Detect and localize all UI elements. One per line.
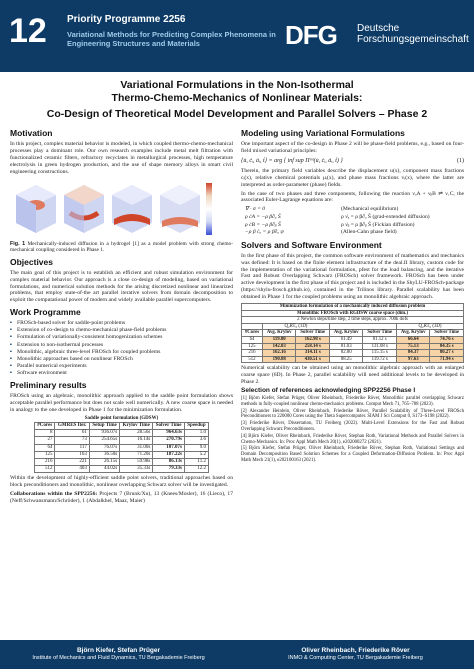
- poster-title: [0, 79, 474, 121]
- table-header-row: [242, 330, 464, 337]
- table-cell: 28.56s: [120, 430, 153, 437]
- gdsw-table-caption: Saddle point formulation (GDSW): [84, 415, 159, 421]
- collaborations: [10, 491, 233, 505]
- hydrogel-cube-image-3: [110, 183, 154, 235]
- table-cell: 216: [242, 350, 263, 357]
- colorbar: [206, 183, 212, 235]
- table-cell: 163: [55, 451, 89, 458]
- table-header: Setup Time: [89, 422, 119, 429]
- references-heading: Selection of references acknowledging SPP2256 Phase I: [241, 387, 416, 395]
- table-group-header: Q₂RT₀ (3D): [396, 323, 463, 330]
- objectives-heading: Objectives: [10, 256, 53, 267]
- figure-caption: [10, 241, 233, 254]
- modeling-text-3: In the case of two phases and three components, following the reaction νₐA + νᵦB ⇌ ν꜀C, the associated Euler-Lagrange equations are:: [241, 190, 464, 204]
- table-cell: 117: [55, 444, 89, 451]
- equation-rhs: (Allen-Cahn phase field): [341, 229, 397, 236]
- table-cell: 936.07s: [89, 430, 119, 437]
- table-cell: 964.63s: [153, 430, 185, 437]
- hydrogel-cube-image-4: [158, 183, 202, 235]
- figure-caption-text: Mechanically-induced diffusion in a hydrogel [1] as a model problem with strong chemo-mechanical coupling considered in Phase 1.: [10, 240, 234, 254]
- dfg-name-line-2: Forschungsgemeinschaft: [357, 34, 469, 45]
- table-cell: 74.76 s: [430, 337, 464, 344]
- equation-row: [245, 229, 464, 237]
- list-item: ▪ Formulation of variationally-consistent homogenization schemes: [10, 334, 233, 341]
- solvers-heading: Solvers and Software Environment: [241, 239, 382, 250]
- table-header: Solver Time: [363, 330, 396, 337]
- table-cell: 190.88: [262, 356, 296, 363]
- modeling-heading: Modeling using Variational Formulations: [241, 128, 405, 138]
- table-header-row: [35, 422, 209, 429]
- table-cell: 64: [242, 337, 263, 344]
- equation-row: [245, 206, 464, 214]
- table-cell: 16.14s: [120, 437, 153, 444]
- table-cell: 86.13s: [153, 458, 185, 465]
- table-row: [35, 437, 209, 444]
- table-cell: 131.08 s: [363, 343, 396, 350]
- motivation-text: In this project, complex material behavior is modeled, in which coupled thermo-chemo-mechanical processes play a dominant role. Our own research examples include metal melt filtration with functionalized ceramic filters, refractory recyclates in metallurgical processes, high temperature electrolysis in green hydrogen production, and the use of shape memory alloys in smart civil engineering constructions.: [10, 141, 233, 175]
- table-cell: 512: [35, 466, 55, 473]
- table-cell: 71.94 s: [430, 356, 464, 363]
- reference-item: [2] Alexander Heinlein, Oliver Rheinbach, Friederike Röver, Parallel Scalability of Three-Level FROSch Preconditioners to 220000 Cores using the Theta Supercomputer. SIAM J Sci Comput 0, S173–S198 (2022).: [241, 408, 464, 420]
- equation-lhs: −ρ β ċₐ = ρ β∂ₐ ψ: [245, 229, 284, 236]
- table-cell: 61: [55, 430, 89, 437]
- programme-title: Priority Programme 2256: [67, 14, 186, 25]
- table-cell: 254.65s: [89, 437, 119, 444]
- table-header: Solver Time: [296, 330, 329, 337]
- work-programme-heading: Work Programme: [10, 307, 81, 318]
- figure-caption-label: Fig. 1: [10, 240, 26, 247]
- table-cell: 125: [35, 451, 55, 458]
- table-row: [35, 466, 209, 473]
- dfg-logo-mark: DFG: [285, 20, 337, 50]
- equation-rhs: (Mechanical equilibrium): [341, 206, 399, 213]
- footer-right: [237, 647, 474, 662]
- table-cell: 119.72 s: [363, 356, 396, 363]
- table-cell: 27: [35, 437, 55, 444]
- table-cell: 79.33s: [153, 466, 185, 473]
- table-cell: 142.03: [262, 343, 296, 350]
- table-header: Avg. Krylov: [329, 330, 363, 337]
- poster-footer: [0, 640, 474, 669]
- table-cell: 44.02s: [89, 466, 119, 473]
- table-cell: 35.33s: [120, 466, 153, 473]
- objectives-text: The main goal of this project is to establish an efficient and robust simulation environment for complex material behavior. Our approach is a close co-design of modeling, based on variational formulations, and numerical solution methods for the arising discretized nonlinear and linearized problems, that employ state-of-the art parallel iterative solvers from domain decomposition to exploit the computational power of modern and widely available parallel supercomputers.: [10, 269, 233, 304]
- table-header: Avg. Krylov: [396, 330, 430, 337]
- table-row: [242, 343, 464, 350]
- table-cell: 82.80: [329, 350, 363, 357]
- list-item: ▪ Monolithic approaches based on nonlinear FROSch: [10, 356, 233, 363]
- table-cell: 59.98s: [120, 458, 153, 465]
- reference-item: [4] Björn Kiefer, Oliver Rheinbach, Friederike Röver, Stephan Roth, Variational Methods and Parallel Solvers in Chemo-Mechanics. In: Proc Appl Math Mech 20(1), e202000272 (2021).: [241, 433, 464, 445]
- reference-item: [3] Friederike Röver, Dissertation, TU Freiberg (2022). Multi-Level Extensions for the Fast and Robust Overlapping Schwarz Preconditioners.: [241, 421, 464, 433]
- table-cell: 162.16: [262, 350, 296, 357]
- list-item: ▪ Parallel numerical experiments: [10, 363, 233, 370]
- work-programme-list: [10, 320, 233, 377]
- table-cell: 84.37: [396, 350, 430, 357]
- table-cell: 75.13: [396, 343, 430, 350]
- hydrogel-cube-image-1: [14, 183, 58, 235]
- equation-1: [241, 157, 464, 166]
- table-cell: 36.50s: [89, 451, 119, 458]
- table-cell: 258.14 s: [296, 343, 329, 350]
- table-cell: 162.98 s: [296, 337, 329, 344]
- footer-right-names: Oliver Rheinbach, Friederike Röver: [301, 647, 410, 654]
- footer-left-names: Björn Kiefer, Stefan Prüger: [76, 647, 161, 654]
- table-row: [242, 350, 464, 357]
- preliminary-text-2: Within the development of highly-efficient saddle point solvers, traditional approaches based on block preconditioners and monolithic, nonlinear overlapping Schwarz solver will be investigated.: [10, 475, 233, 489]
- table-cell: 64: [35, 444, 55, 451]
- programme-subtitle: Variational Methods for Predicting Complex Phenomena in Engineering Structures and Materials: [67, 30, 276, 48]
- table-header: Avg. Krylov: [262, 330, 296, 337]
- table-cell: 8: [35, 430, 55, 437]
- table-cell: 84.35 s: [430, 343, 464, 350]
- table-row: [35, 444, 209, 451]
- table-cell: 187.22s: [153, 451, 185, 458]
- table-row: [35, 458, 209, 465]
- equation-rhs: ρ ν̇ₐ = ρ β∂ₐ Ŝ (grad-extended diffusion): [341, 213, 430, 220]
- table-row: [35, 451, 209, 458]
- list-item: ▪ FROSch-based solver for saddle-point problems: [10, 320, 233, 327]
- reference-item: [1] Björn Kiefer, Stefan Prüger, Oliver Rheinbach, Friederike Röver, Monolithic parallel overlapping Schwarz methods in fully-coupled nonlinear chemo-mechanics problems. Comput Mech 71, 765–788 (2023).: [241, 396, 464, 407]
- table-header: Krylov Time: [120, 422, 153, 429]
- table-cell: 403: [55, 466, 89, 473]
- table-cell: 5.2: [184, 451, 208, 458]
- equation-lhs: ∇ · σ = 0: [245, 206, 266, 213]
- gdsw-table: [34, 416, 209, 474]
- equation-1-body: {u̇, ċᵢ, ȧᵢ, ṫ} = arg { inf sup Πʳᵒᵗ(u̇, ċᵢ, ȧᵢ, ṫ) }: [241, 157, 343, 164]
- table-cell: 107.07s: [153, 444, 185, 451]
- frosch-table-caption-1: Minimization formulation of a mechanically induced diffusion problem: [242, 304, 464, 311]
- equation-rhs: ρ ν̇ᵦ = ρ β∂ᵦ Ŝ (Fickian diffusion): [341, 221, 415, 228]
- solver-note: Numerical scalability can be obtained using an monolithic algebraic approach with an enlarged coarse space (6D). In Phase 2, parallel scalability will need additional levels to be developed in Phase 2.: [241, 365, 464, 386]
- equation-row: [245, 214, 464, 222]
- table-cell: [242, 323, 263, 330]
- table-cell: 71.20s: [120, 451, 153, 458]
- table-cell: 80.27 s: [430, 350, 464, 357]
- title-line-3: Co-Design of Theoretical Model Development and Parallel Solvers – Phase 2: [46, 108, 428, 120]
- list-item: ▪ Monolithic, algebraic three-level FROSch for coupled problems: [10, 349, 233, 356]
- reference-item: [5] Björn Kiefer, Stefan Prüger, Oliver Rheinbach, Friederike Röver, Stephan Roth, Variational Settings and Domain Decomposition Based Solution Schemes for a Coupled Deformation-Diffusion Problem. In: Proc Appl Math Mech 21(1), e202100163 (2021).: [241, 446, 464, 463]
- preliminary-heading: Preliminary results: [10, 380, 87, 390]
- table-header: Solver Time: [430, 330, 464, 337]
- euler-lagrange-equations: [241, 206, 464, 236]
- table-cell: 81.03: [329, 343, 363, 350]
- table-cell: 12.2: [184, 466, 208, 473]
- frosch-table-caption-2: Monolithic FROSch with RGDSW coarse space (dim.): [242, 310, 464, 317]
- table-cell: 11.2: [184, 458, 208, 465]
- table-header: #Cores: [35, 422, 55, 429]
- list-item: ▪ Extension of co-design to chemo-mechanical phase-field problems: [10, 327, 233, 334]
- table-header: #Cores: [242, 330, 263, 337]
- table-cell: 115.15 s: [363, 350, 396, 357]
- title-line-1: Variational Formulations in the Non-Isothermal: [120, 79, 354, 91]
- equation-1-number: (1): [457, 157, 464, 164]
- table-cell: 88.25: [329, 356, 363, 363]
- table-group-header: Q₂RT₀ (1D): [262, 323, 329, 330]
- equation-row: [245, 222, 464, 230]
- table-cell: 270.79s: [153, 437, 185, 444]
- dfg-name-line-1: Deutsche: [357, 23, 400, 34]
- equation-lhs: ρ ċB = −ρ β∂ᵦ Ŝ: [245, 221, 281, 228]
- hydrogel-cube-image-2: [62, 183, 106, 235]
- footer-right-institute: INMO & Computing Center, TU Bergakademie Freiberg: [288, 655, 423, 661]
- table-row: [35, 430, 209, 437]
- table-group-row: [242, 323, 464, 330]
- table-cell: 512: [242, 356, 263, 363]
- dfg-logo: [285, 20, 469, 60]
- modeling-text-2: Therein, the primary field variables describe the displacement u(x), component mass fractions cᵢ(x), relative chemical potentials μᵢ(x), and phase mass fractions vᵢ(x), where the latter are interpreted as order-parameter (phase) fields.: [241, 167, 464, 188]
- table-cell: 430.51 s: [296, 356, 329, 363]
- table-cell: 26.15s: [89, 458, 119, 465]
- preliminary-text-1: FROSch using an algebraic, monolithic approach applied to the saddle point formulation shows acceptable parallel performance but does not scale well numerically. A new coarse space is needed in analogy to the one developed in Phase 1 for the minimization formulation.: [10, 393, 233, 413]
- table-cell: 61.49: [329, 337, 363, 344]
- table-cell: 314.11 s: [296, 350, 329, 357]
- table-header: GMRES Iter.: [55, 422, 89, 429]
- modeling-text-1: One important aspect of the co-design in Phase 2 will be phase-field problems, e.g., based on four-field mixed variational principles:: [241, 141, 464, 154]
- table-cell: 97.63: [396, 356, 430, 363]
- right-column: [241, 125, 464, 465]
- footer-left: [0, 647, 237, 662]
- table-cell: 221: [55, 458, 89, 465]
- list-item: ▪ Software environment: [10, 370, 233, 377]
- table-cell: 31.00s: [120, 444, 153, 451]
- table-cell: 66.64: [396, 337, 430, 344]
- table-cell: 81.12 s: [363, 337, 396, 344]
- collaborations-text: Projects 7 (Brunk/Xu), 13 (Knees/Mosler), 16 (Lieco), 17 (Neff/Schwansmann/Schröder), 1 (Abdalkhel, Maaz, Maier): [10, 491, 234, 505]
- poster-header: [0, 0, 474, 72]
- table-cell: 73: [55, 437, 89, 444]
- table-header: Solver Time: [153, 422, 185, 429]
- figure-hydrogel: [10, 179, 233, 239]
- table-cell: 119.80: [262, 337, 296, 344]
- collaborations-label: Collaborations within the SPP2256:: [10, 491, 98, 498]
- dfg-logo-name: [357, 23, 469, 45]
- table-cell: 9.0: [184, 444, 208, 451]
- table-cell: 3.6: [184, 437, 208, 444]
- list-item: ▪ Extension to non-isothermal processes: [10, 342, 233, 349]
- table-row: [242, 356, 464, 363]
- frosch-table: [241, 303, 464, 363]
- motivation-heading: Motivation: [10, 128, 53, 138]
- left-column: [10, 125, 233, 505]
- frosch-table-caption-3: 2 Newton steps/time step, 2 time steps, approx. 700k dofs: [242, 317, 464, 324]
- table-group-header: [329, 323, 396, 330]
- table-header: Speedup: [184, 422, 208, 429]
- table-cell: 76.07s: [89, 444, 119, 451]
- project-number: 12: [9, 12, 47, 50]
- footer-left-institute: Institute of Mechanics and Fluid Dynamics, TU Bergakademie Freiberg: [32, 655, 205, 661]
- table-row: [242, 337, 464, 344]
- solvers-text: In the first phase of this project, the common software environment of mathematics and mechanics was defined: It is based on the finite element infrastructure of the deal.II library, custom code for the implementation of the variational formulation, pfest for the load balancing, and the iterative Fast and Robust Overlapping Schwarz (FROSch) solver framework. FROSch has been under active development in the first phase of this project and is included in the ShyLU-FROSch-package (https://shylu-frosch.github.io), contained in the Trilinos library. Parallel scalability has been obtained in Phase 1 for the coupled problems using an monolithic algebraic approach.: [241, 252, 464, 301]
- table-cell: 216: [35, 458, 55, 465]
- title-line-2: Thermo-Chemo-Mechanics of Nonlinear Materials:: [111, 92, 363, 104]
- table-cell: 1.0: [184, 430, 208, 437]
- equation-lhs: ρ ċA = −ρ β∂ₐ Ŝ: [245, 213, 281, 220]
- table-cell: 125: [242, 343, 263, 350]
